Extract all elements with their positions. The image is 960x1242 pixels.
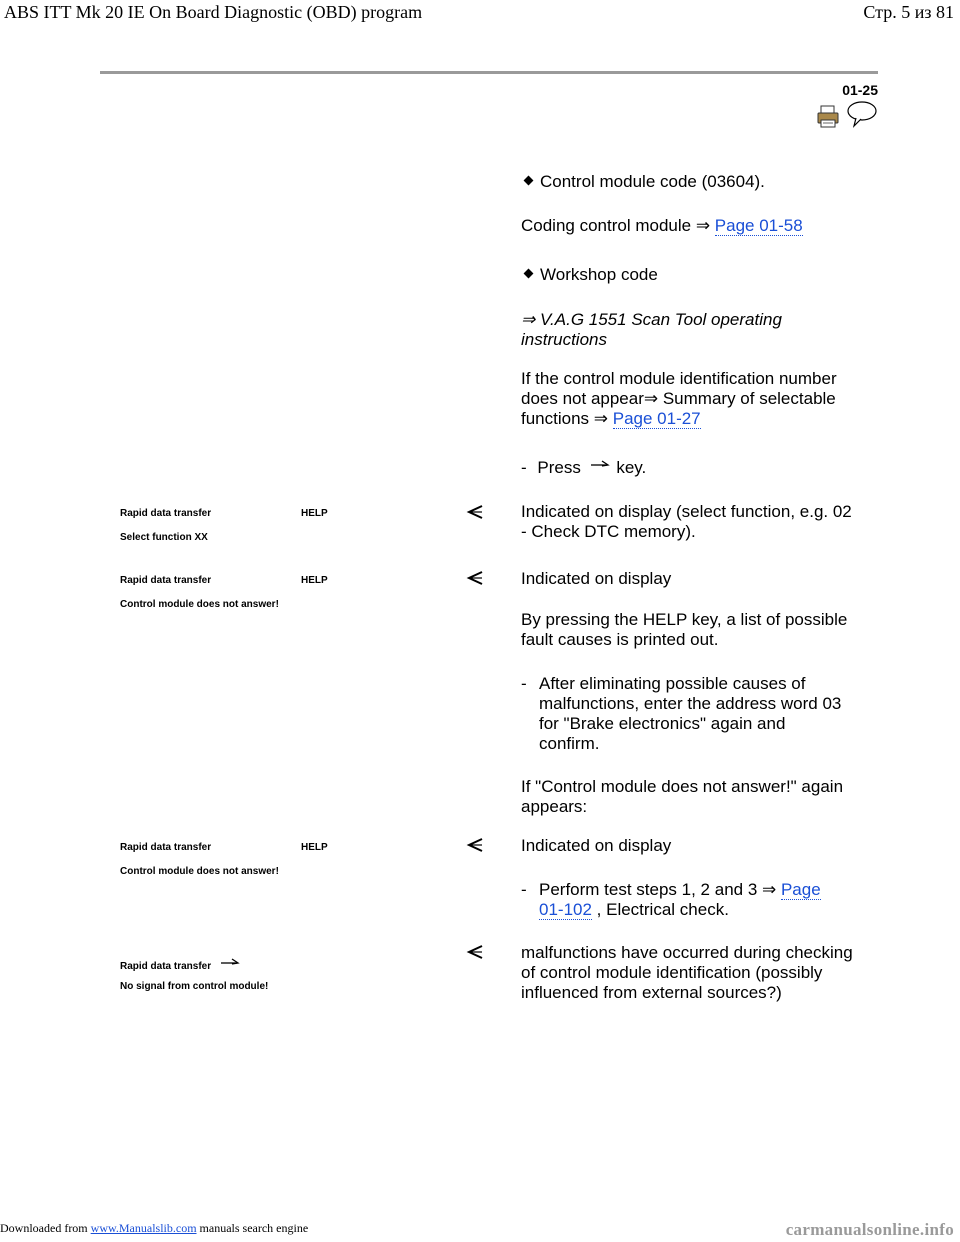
indicated-display-select-function: Indicated on display (select function, e.g. 02 - Check DTC memory). <box>521 502 852 541</box>
speech-bubble-icon[interactable] <box>846 100 878 133</box>
document-title: ABS ITT Mk 20 IE On Board Diagnostic (OBD) program <box>4 2 423 22</box>
does-not-answer-again: If "Control module does not answer!" again appears: <box>521 777 844 816</box>
left-pointer-icon <box>466 504 484 525</box>
display-2-line2: Control module does not answer! <box>120 599 279 610</box>
vag-scan-tool-reference: ⇒ V.A.G 1551 Scan Tool operating instructions <box>521 310 782 349</box>
display-1-line1: Rapid data transfer <box>120 508 212 519</box>
watermark-site: carmanualsonline.info <box>785 1220 954 1239</box>
header-divider <box>100 71 878 74</box>
coding-control-module: Coding control module ⇒ Page 01-58 <box>521 216 803 235</box>
indicated-display-3: Indicated on display <box>521 836 672 855</box>
display-4-line2: No signal from control module! <box>120 981 269 992</box>
left-pointer-icon <box>466 837 484 858</box>
indicated-display-2: Indicated on display <box>521 569 672 588</box>
press-key-step: - Press key. <box>521 458 647 477</box>
link-page-01-102[interactable]: Page <box>780 880 821 899</box>
download-note: Downloaded from www.Manualslib.com manuals search engine <box>0 1221 309 1235</box>
diamond-bullet-icon <box>524 269 534 279</box>
display-3-line1: Rapid data transfer <box>120 842 212 853</box>
after-eliminating-step: - After eliminating possible causes of malfunctions, enter the address word 03 for "Brake electronics" again and confirm. <box>521 674 842 753</box>
left-pointer-icon <box>466 570 484 591</box>
link-page-01-27[interactable]: Page 01-27 <box>612 409 701 428</box>
left-pointer-icon <box>466 944 484 965</box>
manualslib-link[interactable]: www.Manualslib.com <box>90 1221 197 1235</box>
perform-test-steps: - Perform test steps 1, 2 and 3 ⇒ Page 01-102 , Electrical check. <box>521 880 821 919</box>
display-2-line1: Rapid data transfer <box>120 575 212 586</box>
diamond-bullet-icon <box>524 176 534 186</box>
malfunctions-note: malfunctions have occurred during checking of control module identification (possibly influenced from external sources?) <box>521 943 853 1002</box>
right-arrow-key-icon <box>590 459 610 469</box>
display-1-line2: Select function XX <box>120 532 208 543</box>
bullet-control-module-code: Control module code (03604). <box>521 172 765 192</box>
identification-not-appear: If the control module identification number does not appear⇒ Summary of selectable functions ⇒ Page 01-27 <box>521 369 837 428</box>
help-key-note: By pressing the HELP key, a list of possible fault causes is printed out. <box>521 610 848 649</box>
right-arrow-icon <box>220 957 240 967</box>
display-4-line1: Rapid data transfer <box>120 957 240 972</box>
display-2-help: HELP <box>301 575 328 586</box>
page-counter: Стр. 5 из 81 <box>863 2 954 22</box>
bullet-workshop-code: Workshop code <box>521 265 658 285</box>
display-3-line2: Control module does not answer! <box>120 866 279 877</box>
printer-icon[interactable] <box>816 104 840 133</box>
link-page-01-58[interactable]: Page 01-58 <box>714 216 803 235</box>
link-page-01-102-cont[interactable]: 01-102 <box>539 900 592 919</box>
page-number: 01-25 <box>842 82 878 98</box>
display-1-help: HELP <box>301 508 328 519</box>
display-3-help: HELP <box>301 842 328 853</box>
